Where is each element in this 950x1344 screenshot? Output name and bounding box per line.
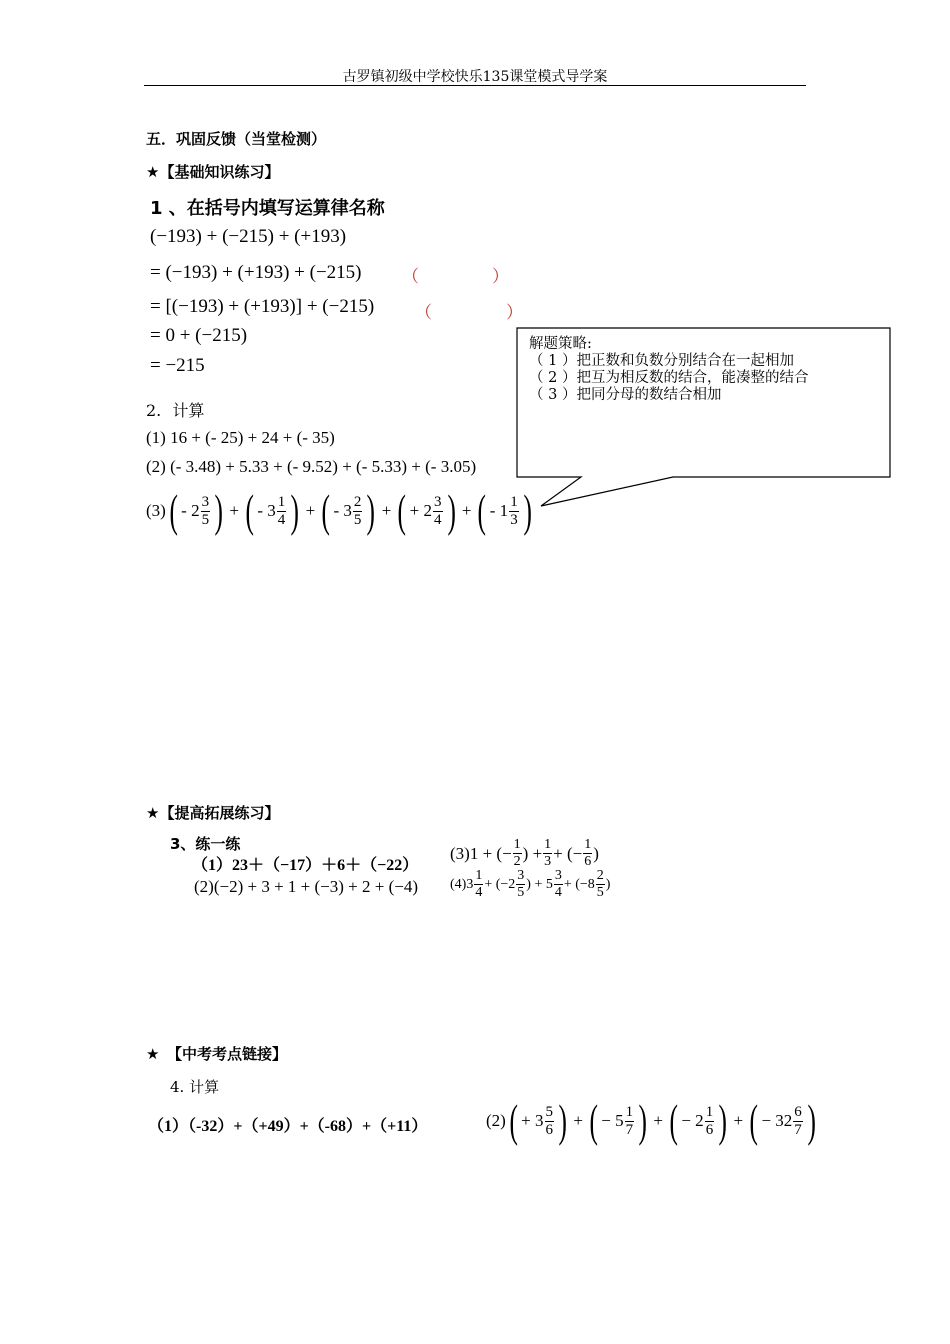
q4-p2-2-fraction: [705, 1105, 715, 1138]
strategy-callout: [529, 336, 808, 404]
q3-p4-0-numerator: 1: [475, 868, 483, 883]
q4-p2-1-fraction: [625, 1105, 635, 1138]
q2-p3-label: (3): [146, 501, 166, 520]
q3-p3-2-fraction: [583, 838, 592, 869]
q4-p2-1-denominator: 7: [625, 1121, 634, 1138]
q2-p3-sign-0: - 2: [181, 501, 200, 520]
q3-p3-2-denominator: 6: [584, 854, 592, 869]
q4-p2-1-numerator: 1: [625, 1103, 634, 1120]
q3-p3-0-denominator: 2: [513, 854, 521, 869]
q4-p2-3-fraction: [793, 1105, 803, 1138]
q3-p4-3-fraction: [596, 869, 605, 900]
q3-p3-1-numerator: 1: [544, 837, 552, 852]
q2-p3-sign-2: - 3: [333, 501, 352, 520]
q4-p2-0-fraction: [545, 1105, 555, 1138]
q4-p2-3-numerator: 6: [794, 1103, 802, 1120]
q4-p2-0-denominator: 6: [545, 1121, 553, 1138]
q3-problem-3: [450, 838, 599, 869]
q2-p2-expr: (- 3.48) + 5.33 + (- 9.52) + (- 5.33) + (- 3.05): [170, 457, 477, 476]
q4-p2-2-numerator: 1: [705, 1103, 714, 1120]
blank-close-2: ）: [506, 303, 523, 323]
q3-p3-1-denominator: 3: [544, 854, 552, 869]
q3-p4-3-numerator: 2: [596, 868, 604, 883]
q4-p2-rparen-2: ): [718, 1095, 728, 1146]
q2-p3-2-numerator: 2: [353, 493, 362, 510]
q2-p3-lparen-1: (: [245, 485, 254, 536]
advanced-practice-title: ★【提高拓展练习】: [146, 804, 280, 822]
q3-title: 3、练一练: [170, 835, 241, 853]
q1-step-0: (−193) + (−215) + (+193): [150, 226, 347, 247]
q2-p3-sign-3: + 2: [409, 501, 433, 520]
q4-p2-0-numerator: 5: [545, 1103, 553, 1120]
q3-p4-2-fraction: [554, 869, 563, 900]
q4-p2-op-3: +: [733, 1111, 744, 1130]
q4-p2-term-0: [506, 1095, 571, 1146]
q3-p4-0-fraction: [474, 869, 483, 900]
q2-p3-4-denominator: 3: [510, 511, 518, 528]
q2-p1-label: (1): [146, 428, 166, 447]
q3-p3-0-numerator: 1: [513, 837, 521, 852]
q3-p4-post-2: + (−8: [563, 876, 595, 892]
blank-open-2: （: [415, 303, 432, 323]
q4-p2-sign-1: − 5: [601, 1111, 624, 1130]
q3-p4-post-0: + (−2: [484, 876, 516, 892]
q2-p3-lparen-0: (: [169, 485, 178, 536]
q3-p3-post-2: ): [593, 843, 599, 863]
blank-close-1: ）: [492, 267, 509, 287]
q2-p3-op-1: +: [229, 501, 239, 520]
q2-p3-op-4: +: [461, 501, 472, 520]
q4-p2-label: (2): [486, 1111, 506, 1130]
q3-p3-2-numerator: 1: [584, 837, 592, 852]
q3-p3-post-1: + (−: [553, 843, 583, 863]
q3-p4-2-numerator: 3: [554, 868, 562, 883]
q4-p2-terms: [506, 1095, 819, 1146]
section-title: 五．巩固反馈（当堂检测）: [146, 130, 327, 148]
q2-p3-4-numerator: 1: [510, 493, 518, 510]
q3-p4-pre-0: 3: [466, 876, 474, 892]
q2-p3-1-numerator: 1: [277, 493, 286, 510]
q4-p2-lparen-1: (: [589, 1095, 598, 1146]
q3-p3-post-0: ) +: [522, 843, 543, 863]
callout-line-1: （ 1 ）把正数和负数分别结合在一起相加: [529, 353, 794, 369]
q4-p2-lparen-3: (: [749, 1095, 758, 1146]
q1-step-3: = 0 + (−215): [150, 325, 248, 346]
q4-p2-term-3: [746, 1095, 819, 1146]
q4-p2-lparen-2: (: [669, 1095, 678, 1146]
q2-p3-rparen-3: ): [446, 485, 456, 536]
q2-p3-0-numerator: 3: [201, 493, 210, 510]
blank-open-1: （: [402, 267, 419, 287]
callout-line-2: （ 2 ）把互为相反数的结合，能凑整的结合: [529, 370, 809, 386]
q1-step-4: = −215: [150, 355, 205, 376]
q2-p3-op-2: +: [305, 501, 316, 520]
q2-p3-op-3: +: [381, 501, 392, 520]
q3-problem-2: (2)(−2) + 3 + 1 + (−3) + 2 + (−4): [194, 877, 418, 896]
q3-p4-0-denominator: 4: [475, 885, 483, 900]
q2-p3-rparen-1: ): [290, 485, 300, 536]
q2-p3-2-denominator: 5: [353, 511, 362, 528]
q1-step-2: = [(−193) + (+193)] + (−215): [150, 296, 375, 317]
q3-p4-1-denominator: 5: [517, 885, 525, 900]
q3-p4-1-fraction: [516, 869, 525, 900]
q2-p3-rparen-2: ): [366, 485, 376, 536]
q2-p3-sign-4: - 1: [489, 501, 509, 520]
q3-problem-4: [450, 869, 610, 900]
q2-p3-lparen-4: (: [477, 485, 487, 536]
q4-p2-2-denominator: 6: [705, 1121, 714, 1138]
q2-label: 计算: [172, 401, 205, 420]
q4-p2-lparen-0: (: [509, 1095, 518, 1146]
page-header: 古罗镇初级中学校快乐135课堂模式导学案: [342, 69, 608, 85]
q4-p2-rparen-0: ): [558, 1095, 567, 1146]
q4-problem-2: [486, 1095, 819, 1146]
q4-title: 4. 计算: [170, 1078, 220, 1096]
q4-p2-3-denominator: 7: [794, 1121, 802, 1138]
q4-p2-op-1: +: [573, 1111, 583, 1130]
q4-p2-op-2: +: [653, 1111, 664, 1130]
q1-step-1: = (−193) + (+193) + (−215): [150, 262, 362, 283]
q2-p3-0-denominator: 5: [201, 511, 210, 528]
q2-p3-3-numerator: 3: [434, 493, 442, 510]
q2-p3-lparen-3: (: [397, 485, 407, 536]
callout-line-3: （ 3 ）把同分母的数结合相加: [529, 387, 722, 403]
q2-p3-rparen-4: ): [523, 485, 532, 536]
q3-p4-post-3: ): [605, 876, 611, 892]
exam-link-title: ★ 【中考考点链接】: [146, 1045, 287, 1063]
q3-p4-3-denominator: 5: [596, 885, 604, 900]
q3-p4-1-numerator: 3: [517, 868, 525, 883]
q2-p3-rparen-0: ): [214, 485, 223, 536]
q4-p2-sign-2: − 2: [681, 1111, 704, 1130]
q3-problem-1: （1）23＋（−17）＋6＋（−22）: [192, 857, 419, 874]
q3-p4-post-1: ) + 5: [526, 876, 553, 892]
q3-p3-expr: [470, 838, 599, 869]
callout-title: 解题策略:: [529, 336, 592, 352]
q2-p2-label: (2): [146, 457, 166, 476]
q4-p2-rparen-3: ): [807, 1095, 816, 1146]
q3-p3-pre-0: 1 + (−: [469, 843, 512, 863]
q3-p4-label: (4): [450, 876, 467, 892]
q4-p2-sign-3: − 32: [761, 1111, 793, 1130]
basic-practice-title: ★【基础知识练习】: [146, 163, 280, 181]
q4-p2-term-1: [586, 1095, 651, 1146]
q4-p2-sign-0: + 3: [521, 1111, 544, 1130]
q3-p3-0-fraction: [513, 838, 522, 869]
q4-problem-1: （1）（-32）+（+49）+（-68）+（+11）: [148, 1118, 428, 1135]
q3-p4-expr: [466, 869, 610, 900]
q2-p1-expr: 16 + (- 25) + 24 + (- 35): [170, 428, 335, 447]
q2-number: 2.: [146, 401, 162, 420]
q3-p4-2-denominator: 4: [554, 885, 562, 900]
q2-p3-1-denominator: 4: [277, 511, 286, 528]
q2-p3-sign-1: - 3: [257, 501, 276, 520]
q4-p2-term-2: [666, 1095, 731, 1146]
q3-p3-1-fraction: [543, 838, 552, 869]
q2-p3-3-denominator: 4: [434, 511, 442, 528]
q2-p3-lparen-2: (: [321, 485, 331, 536]
q1-title: 1 、在括号内填写运算律名称: [150, 198, 385, 219]
q3-p3-label: (3): [450, 843, 470, 863]
q4-p2-rparen-1: ): [638, 1095, 647, 1146]
